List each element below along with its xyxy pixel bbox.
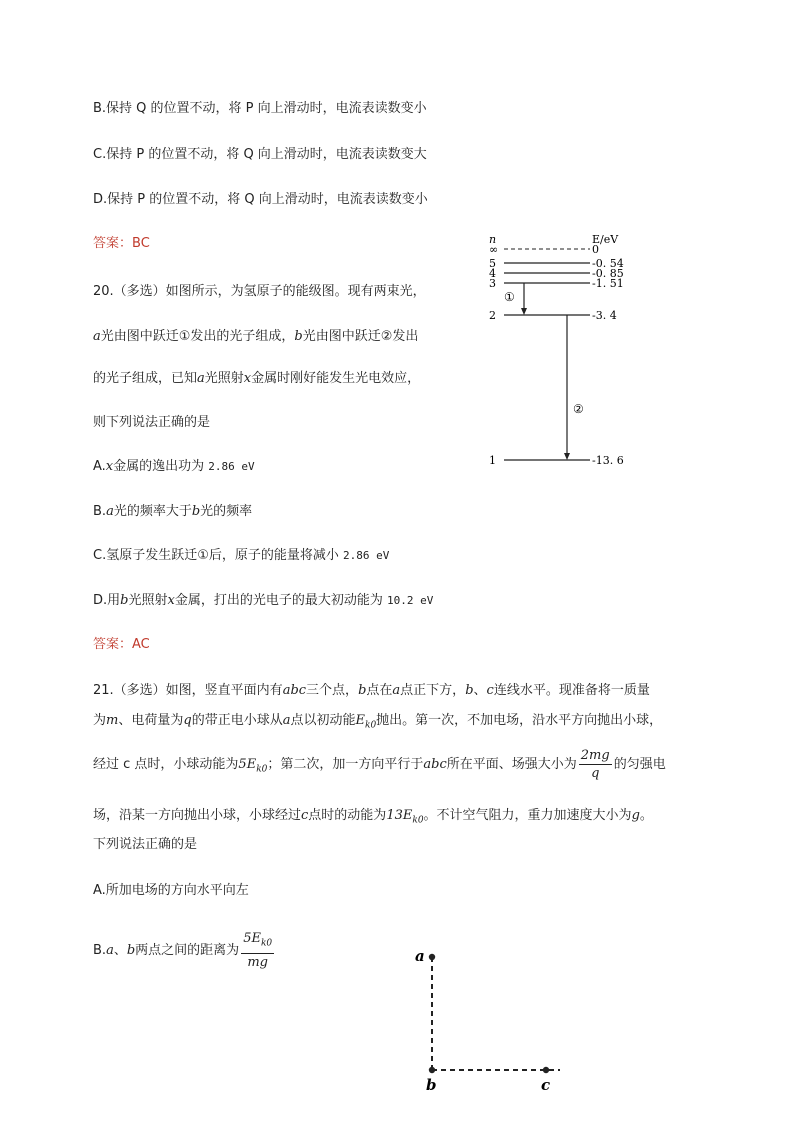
text: 场，沿某一方向抛出小球，小球经过 [93, 808, 302, 823]
transition-2-label: ② [573, 402, 584, 416]
q20-answer: 答案：AC [93, 637, 150, 652]
text: 光照射 [128, 593, 168, 608]
level-label-1: 1 [489, 454, 496, 467]
var-a: a [93, 329, 101, 344]
level-label-4: 4 [489, 267, 496, 280]
point-b [429, 1067, 435, 1073]
text: 光的频率 [200, 504, 253, 519]
text: 光由图中跃迁①发出的光子组成， [100, 329, 295, 344]
text: 经过 c 点时，小球动能为 [93, 757, 239, 772]
q21-stem-line3 [93, 744, 666, 786]
text: 为 [93, 713, 107, 728]
value: 2.86 eV [343, 549, 390, 562]
ek-subscript: k0 [364, 720, 377, 731]
text: 点在 [366, 683, 393, 698]
label-a: a [415, 947, 425, 965]
text: 的带正电小球从 [191, 713, 283, 728]
var-b: b [465, 683, 474, 698]
numerator-text: 5E [243, 931, 261, 947]
var-b: b [126, 943, 136, 958]
text: 的匀强电 [613, 757, 666, 772]
ek-symbol: 5E [238, 757, 257, 772]
n-axis-label: n [489, 233, 497, 246]
q20-stem-line1: 20.（多选）如图所示，为氢原子的能级图。现有两束光， [93, 284, 426, 299]
var-m: m [106, 713, 119, 728]
label-b: b [426, 1076, 437, 1094]
q20-option-a [93, 459, 255, 475]
var-g: g [631, 808, 640, 823]
text: 、 [473, 683, 487, 698]
level-energy-inf: 0 [592, 243, 599, 256]
q20-stem-line2 [93, 329, 418, 345]
var-x: x [243, 371, 252, 386]
fraction-denominator: mg [247, 954, 268, 970]
text: 光的频率大于 [113, 504, 192, 519]
text: 所在平面、场强大小为 [446, 757, 577, 772]
text: 光照射 [204, 371, 244, 386]
distance-fraction [241, 930, 274, 971]
q21-stem-line4 [93, 808, 653, 829]
text: 。 [639, 808, 653, 823]
var-5ek0 [238, 757, 268, 775]
energy-level-diagram [480, 228, 640, 476]
var-b: b [358, 683, 367, 698]
q20-option-c [93, 548, 389, 564]
q21-option-b [93, 930, 276, 972]
var-c: c [301, 808, 309, 823]
option-prefix: B. [93, 943, 107, 958]
ek-symbol: E [355, 713, 365, 728]
text: 金属的逸出功为 [113, 459, 205, 474]
q21-stem-line5: 下列说法正确的是 [93, 837, 198, 852]
energy-axis-label: E/eV [592, 233, 619, 246]
q19-answer: 答案：BC [93, 236, 150, 251]
level-label-inf: ∞ [489, 243, 499, 256]
transition-1-arrowhead [521, 308, 527, 315]
var-a: a [106, 943, 114, 958]
text: 两点之间的距离为 [135, 943, 240, 958]
text: 金属，打出的光电子的最大初动能为 [174, 593, 383, 608]
text: 金属时刚好能发生光电效应， [251, 371, 421, 386]
text: 光由图中跃迁②发出 [302, 329, 419, 344]
q20-stem-line3 [93, 371, 420, 387]
text: 连线水平。现准备将一质量 [493, 683, 650, 698]
point-a [429, 954, 435, 960]
level-energy-2: -3. 4 [592, 309, 617, 322]
text: 抛出。第一次，不加电场，沿水平方向抛出小球， [376, 713, 663, 728]
ek-symbol: 13E [386, 808, 413, 823]
text: ；第二次，加一方向平行于 [267, 757, 424, 772]
option-prefix: B. [93, 504, 107, 519]
ek-subscript: k0 [412, 815, 424, 826]
text: C.氢原子发生跃迁①后，原子的能量将减小 [93, 548, 339, 563]
var-13ek0 [386, 808, 424, 826]
var-a: a [282, 713, 291, 728]
level-energy-4: -0. 85 [592, 267, 624, 280]
text: D.用 [93, 593, 121, 608]
value: 10.2 eV [387, 594, 434, 607]
q20-stem-line4: 则下列说法正确的是 [93, 415, 211, 430]
q21-stem-line1 [93, 683, 650, 699]
level-label-3: 3 [489, 277, 496, 290]
var-c: c [486, 683, 494, 698]
abc-points-diagram [405, 940, 575, 1100]
level-energy-3: -1. 51 [592, 277, 624, 290]
var-q: q [183, 713, 192, 728]
q21-stem-line2 [93, 713, 662, 734]
point-c [543, 1067, 549, 1073]
ek-subscript: k0 [256, 764, 268, 775]
text: 点时的动能为 [308, 808, 387, 823]
text: 、电荷量为 [118, 713, 184, 728]
q19-option-b: B.保持 Q 的位置不动，将 P 向上滑动时，电流表读数变小 [93, 101, 427, 116]
var-a: a [197, 371, 205, 386]
label-c: c [541, 1076, 551, 1094]
fraction-numerator [241, 930, 274, 954]
text: 。不计空气阻力，重力加速度大小为 [423, 808, 632, 823]
level-label-5: 5 [489, 257, 496, 270]
var-x: x [167, 593, 175, 608]
var-x: x [105, 459, 114, 474]
var-a: a [106, 504, 114, 519]
q19-option-d: D.保持 P 的位置不动，将 Q 向上滑动时，电流表读数变小 [93, 192, 428, 207]
fraction-denominator: q [591, 766, 600, 781]
var-ek0 [355, 713, 377, 731]
var-a: a [392, 683, 401, 698]
level-label-2: 2 [489, 309, 496, 322]
var-abc: abc [282, 683, 307, 698]
level-energy-1: -13. 6 [592, 454, 624, 467]
q20-option-d [93, 593, 433, 609]
var-b: b [191, 504, 201, 519]
text: 点以初动能 [290, 713, 356, 728]
transition-2-arrowhead [564, 453, 570, 460]
field-strength-fraction [579, 747, 612, 782]
text: 的光子组成，已知 [93, 371, 198, 386]
option-prefix: A. [93, 459, 106, 474]
q19-option-c: C.保持 P 的位置不动，将 Q 向上滑动时，电流表读数变大 [93, 147, 427, 162]
transition-1-label: ① [504, 290, 515, 304]
var-b: b [120, 593, 129, 608]
text: 21.（多选）如图，竖直平面内有 [93, 683, 283, 698]
numerator-subscript: k0 [260, 938, 273, 949]
text: 点正下方， [400, 683, 466, 698]
q21-option-a: A.所加电场的方向水平向左 [93, 883, 249, 898]
var-b: b [294, 329, 303, 344]
q20-option-b [93, 504, 252, 520]
fraction-numerator: 2mg [580, 748, 610, 763]
text: 、 [113, 943, 127, 958]
text: 三个点， [306, 683, 359, 698]
level-energy-5: -0. 54 [592, 257, 624, 270]
var-abc: abc [423, 757, 447, 772]
value: 2.86 eV [208, 460, 255, 473]
